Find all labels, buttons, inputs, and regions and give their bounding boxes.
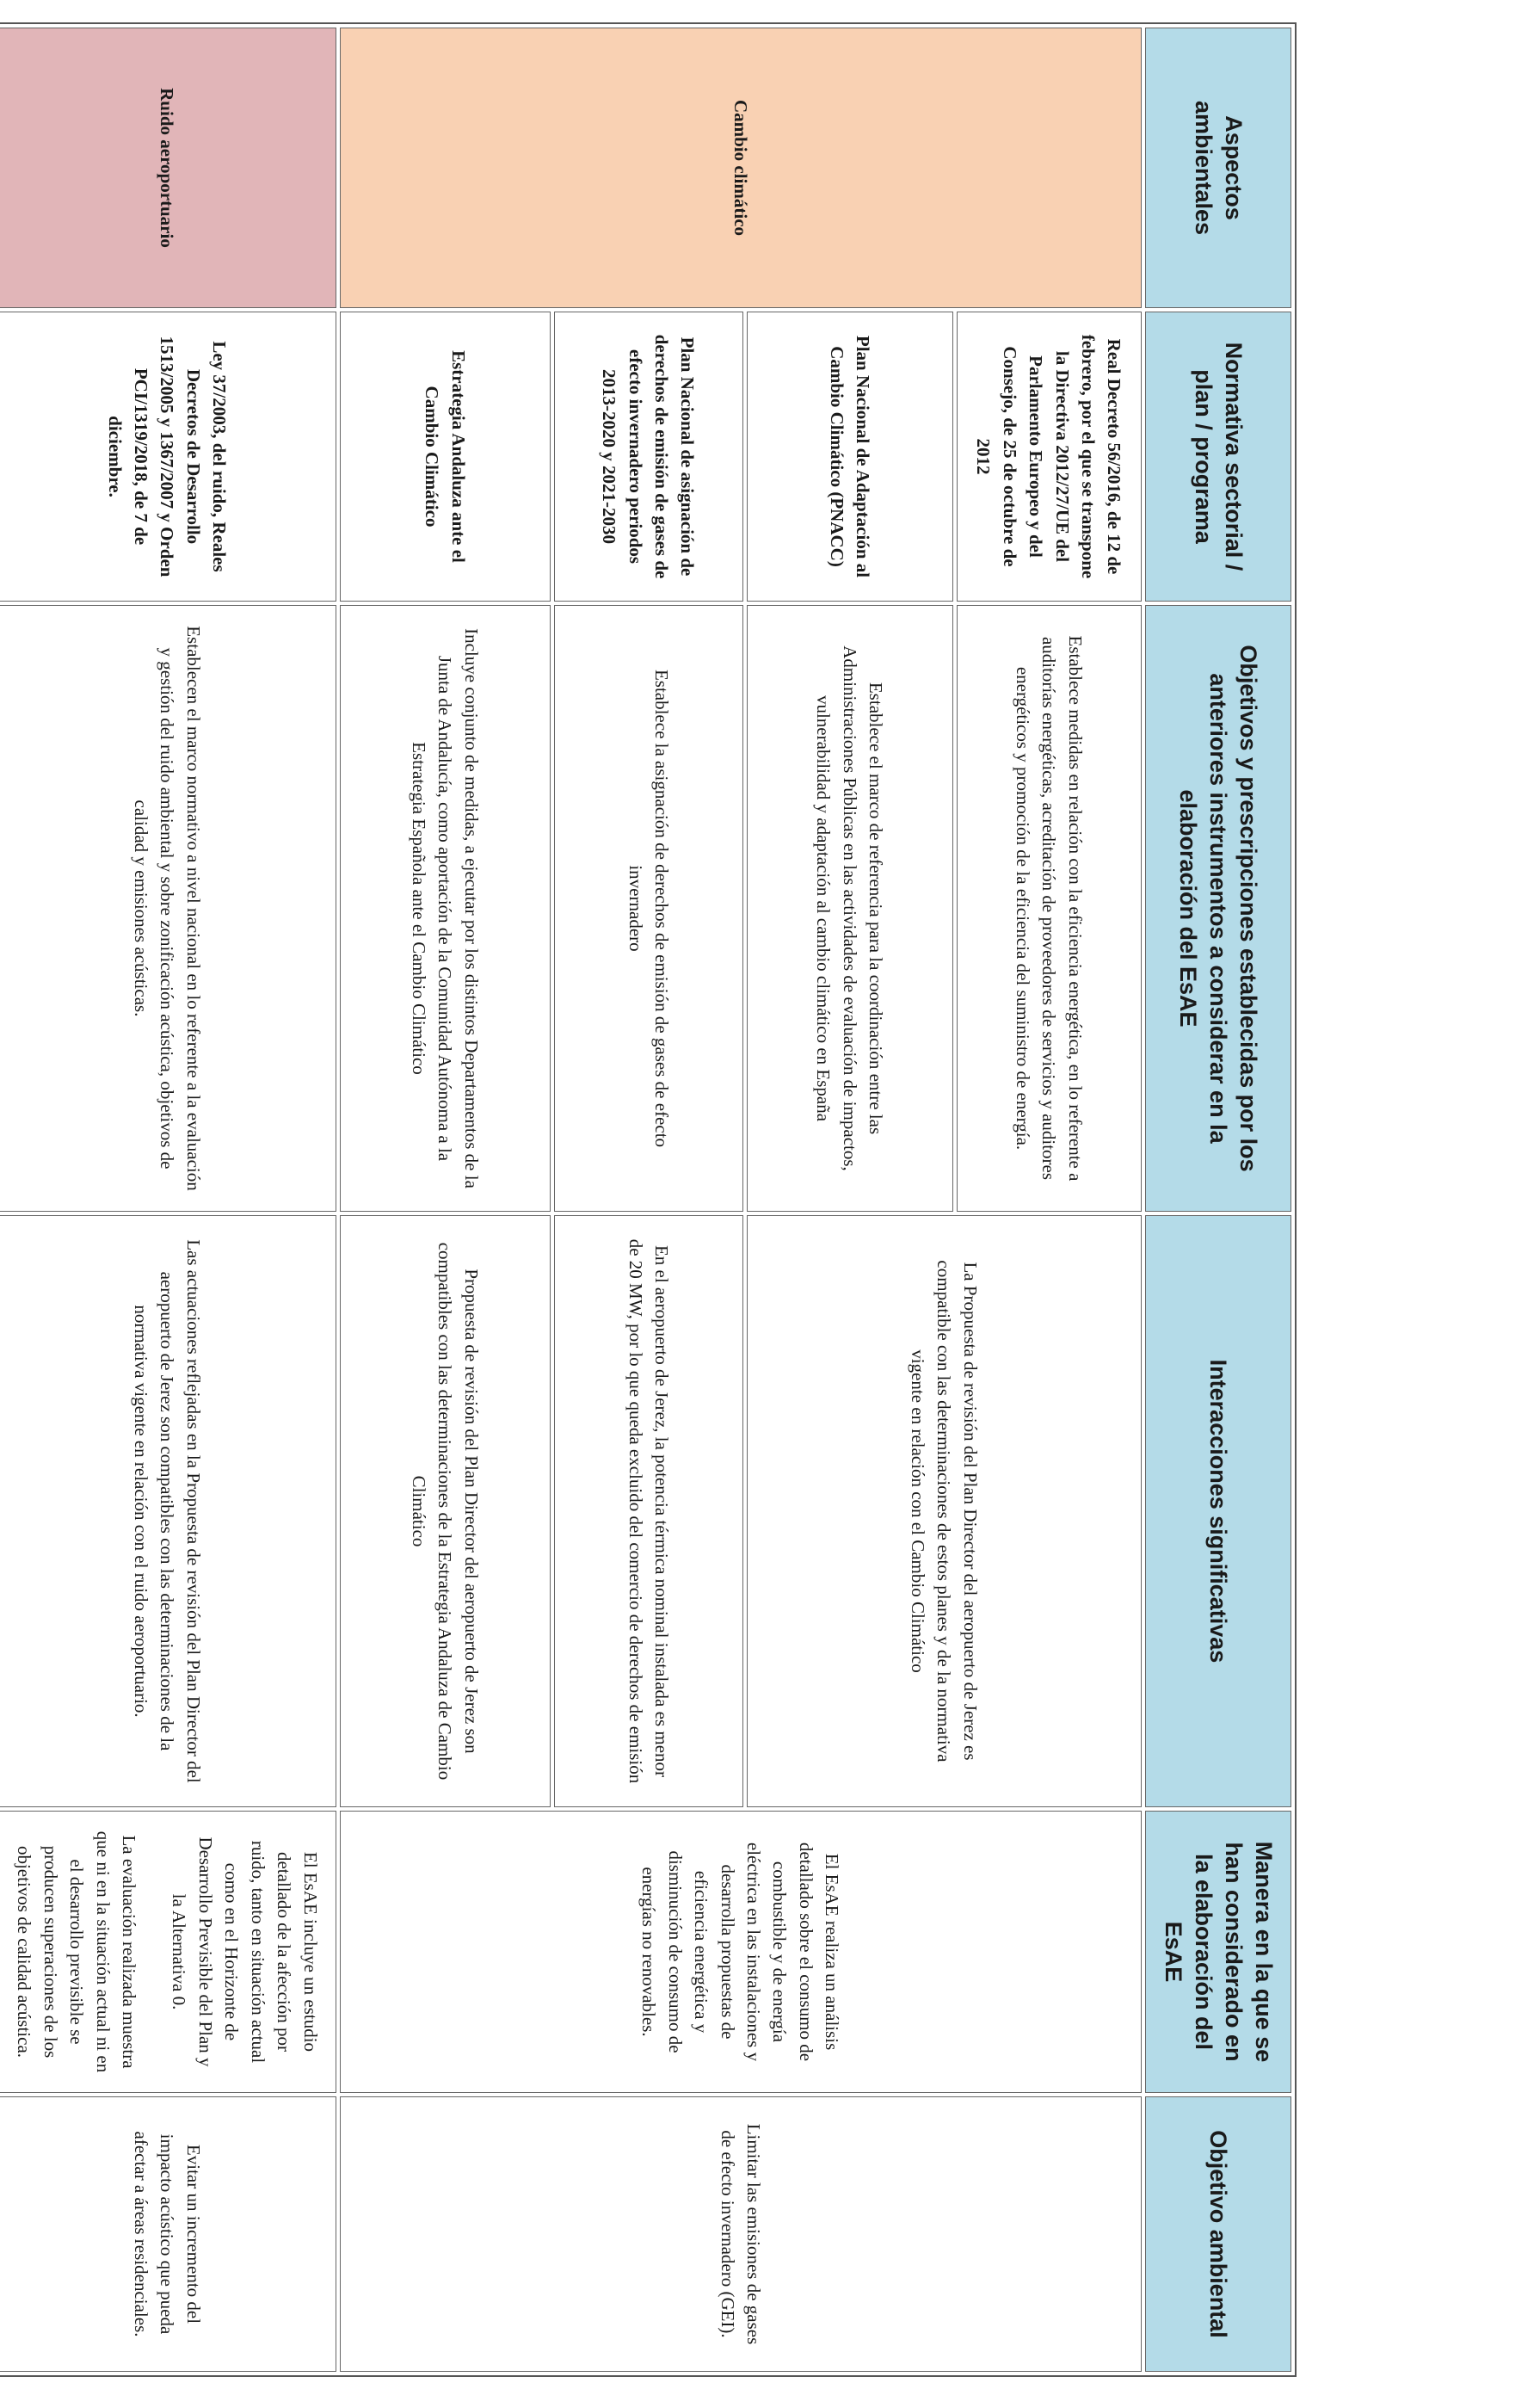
objetivo-ambiental-cell: Evitar un incremento del impacto acústico que pueda afectar a áreas residenciales. [0, 2096, 336, 2372]
header-manera: Manera en la que se han considerado en la elaboración del EsAE [1145, 1811, 1291, 2093]
manera-cell: El EsAE realiza un análisis detallado sobre el consumo de combustible y de energía eléctrica en las instalaciones y desarrolla propuestas de eficiencia energética y disminución de consumo de energías no renovables. [340, 1811, 1142, 2093]
rotated-page [14, 22, 1297, 2365]
header-row [1145, 28, 1291, 2372]
interacciones-cell: Propuesta de revisión del Plan Director del aeropuerto de Jerez son compatibles con las determinaciones de la Estrategia Andaluza de Cambio Climático [340, 1215, 551, 1807]
manera-cell [0, 1811, 336, 2093]
normativa-cell: Estrategia Andaluza ante el Cambio Climático [340, 312, 551, 602]
header-objetivo-ambiental: Objetivo ambiental [1145, 2096, 1291, 2372]
interacciones-cell: Las actuaciones reflejadas en la Propuesta de revisión del Plan Director del aeropuerto de Jerez son compatibles con las determinaciones de la normativa vigente en relación con el ruido aeroportuario. [0, 1215, 336, 1807]
aspect-ruido-aeroportuario: Ruido aeroportuario [0, 28, 336, 308]
table-row [957, 28, 1142, 2372]
interacciones-cell: En el aeropuerto de Jerez, la potencia térmica nominal instalada es menor de 20 MW, por lo que queda excluido del comercio de derechos de emisión [554, 1215, 743, 1807]
normativa-cell: Ley 37/2003, del ruido, Reales Decretos de Desarrollo 1513/2005 y 1367/2007 y Orden PCI/1319/2018, de 7 de diciembre. [0, 312, 336, 602]
environmental-aspects-table [0, 22, 1297, 2377]
header-normativa: Normativa sectorial / plan / programa [1145, 312, 1291, 602]
header-objetivos: Objetivos y prescripciones establecidas por los anteriores instrumentos a considerar en la elaboración del EsAE [1145, 605, 1291, 1212]
aspect-cambio-climatico: Cambio climático [340, 28, 1142, 308]
normativa-cell: Plan Nacional de Adaptación al Cambio Climático (PNACC) [747, 312, 953, 602]
table-row [0, 28, 336, 2372]
objetivos-cell: Establece medidas en relación con la eficiencia energética, en lo referente a auditorías energéticas, acreditación de proveedores de servicios y auditores energéticos y promoción de la eficiencia del suministro de energía. [957, 605, 1142, 1212]
objetivos-cell: Incluye conjunto de medidas, a ejecutar por los distintos Departamentos de la Junta de Andalucía, como aportación de la Comunidad Autónoma a la Estrategia Española ante el Cambio Climático [340, 605, 551, 1212]
header-interacciones: Interacciones significativas [1145, 1215, 1291, 1807]
normativa-cell: Plan Nacional de asignación de derechos de emisión de gases de efecto invernadero periodos 2013-2020 y 2021-2030 [554, 312, 743, 602]
manera-paragraph: El EsAE incluye un estudio detallado de la afección por ruido, tanto en situación actual como en el Horizonte de Desarrollo Previsible del Plan y la Alternativa 0. [169, 1837, 321, 2067]
manera-paragraph: La evaluación realizada muestra que ni en la situación actual ni en el desarrollo previsible se producen superaciones de los objetivos de calidad acústica. [14, 1830, 139, 2073]
objetivo-ambiental-cell: Limitar las emisiones de gases de efecto invernadero (GEI). [340, 2096, 1142, 2372]
objetivos-cell: Establece el marco de referencia para la coordinación entre las Administraciones Públicas en las actividades de evaluación de impactos, vulnerabilidad y adaptación al cambio climático en España [747, 605, 953, 1212]
objetivos-cell: Establece la asignación de derechos de emisión de gases de efecto invernadero [554, 605, 743, 1212]
objetivos-cell: Establecen el marco normativo a nivel nacional en lo referente a la evaluación y gestión del ruido ambiental y sobre zonificación acústica, objetivos de calidad y emisiones acústicas. [0, 605, 336, 1212]
interacciones-cell: La Propuesta de revisión del Plan Director del aeropuerto de Jerez es compatible con las determinaciones de estos planes y de la normativa vigente en relación con el Cambio Climático [747, 1215, 1142, 1807]
normativa-cell: Real Decreto 56/2016, de 12 de febrero, por el que se transpone la Directiva 2012/27/UE del Parlamento Europeo y del Consejo, de 25 de octubre de 2012 [957, 312, 1142, 602]
header-aspectos: Aspectos ambientales [1145, 28, 1291, 308]
